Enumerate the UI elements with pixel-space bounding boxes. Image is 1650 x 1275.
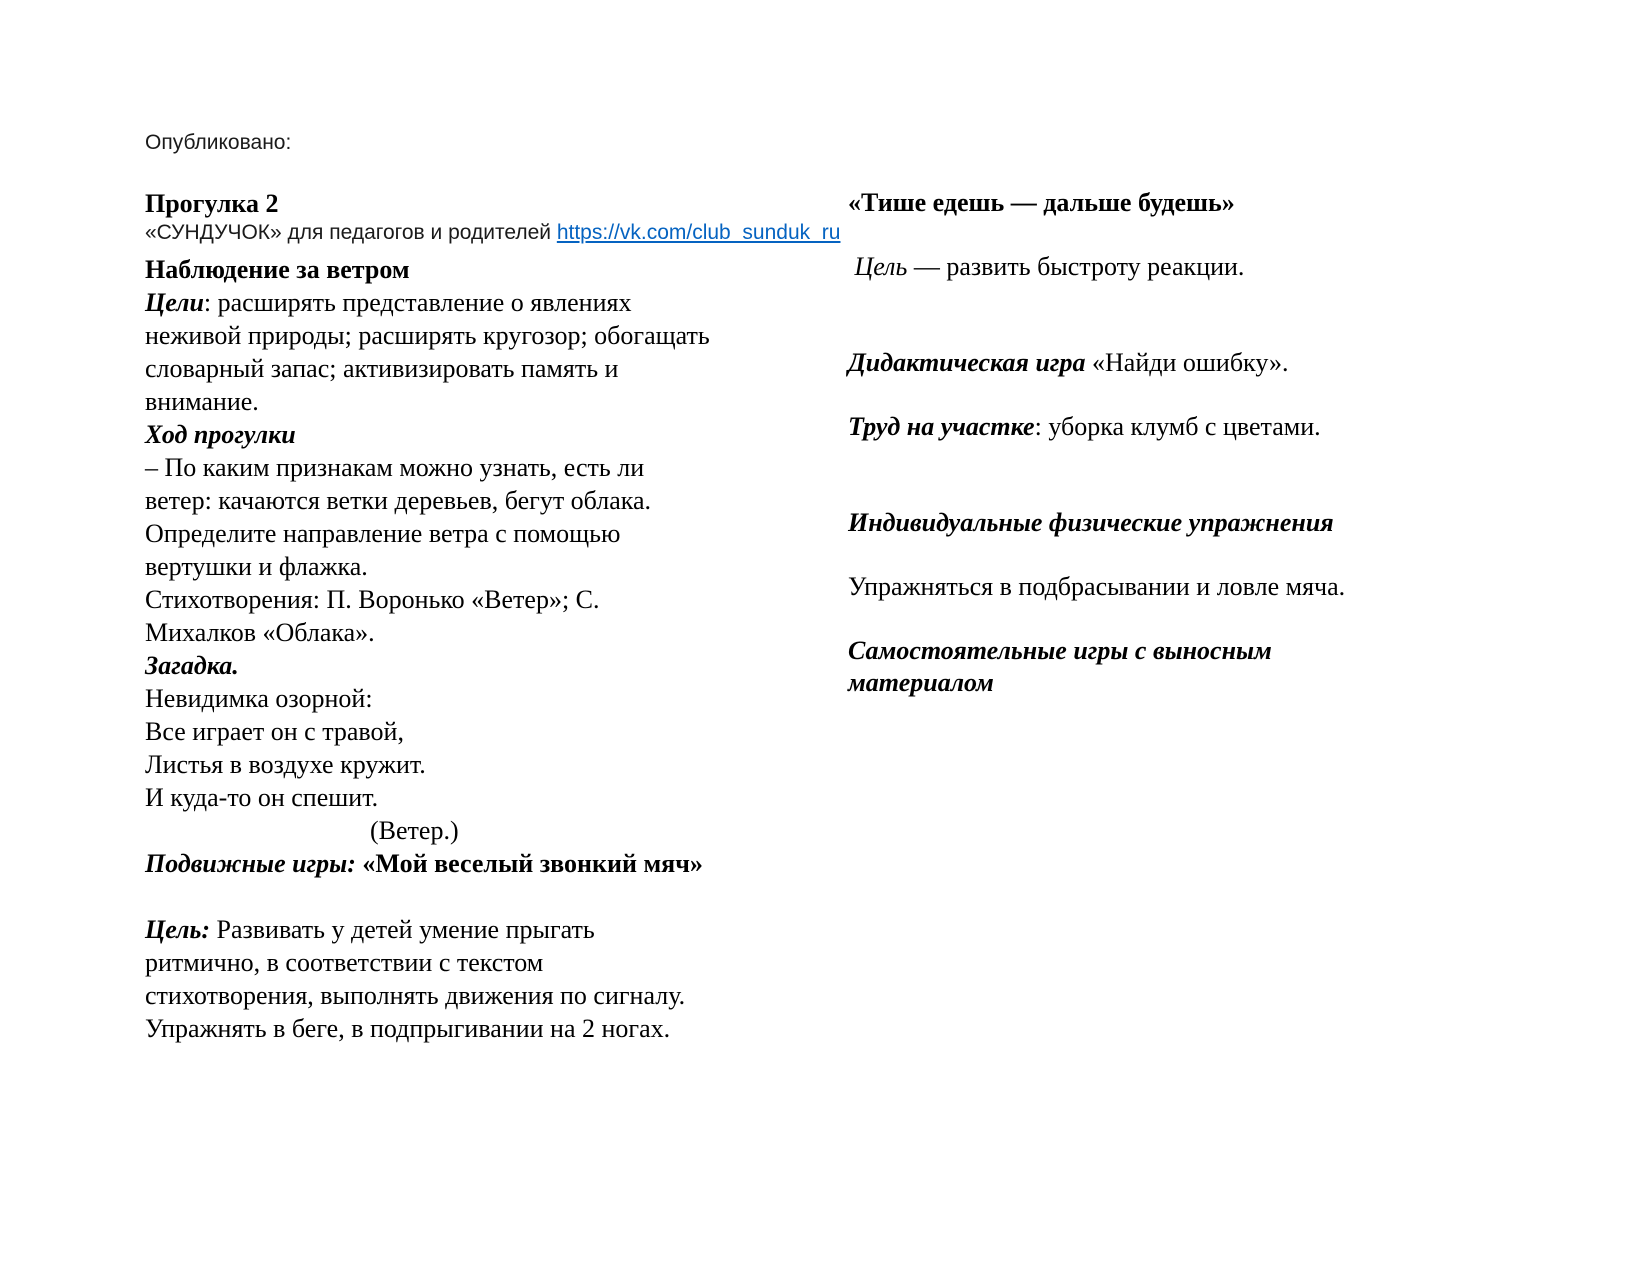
text-segment: Цели (145, 288, 204, 317)
text-segment: Определите направление ветра с помощью (145, 519, 621, 548)
text-segment: «Мой веселый звонкий мяч» (355, 849, 703, 878)
text-segment: — развить быстроту реакции. (907, 252, 1245, 281)
text-line (145, 517, 800, 550)
text-segment: Дидактическая игра (848, 348, 1086, 377)
text-line (145, 319, 800, 352)
text-line (145, 484, 800, 517)
text-line (145, 814, 800, 847)
text-line (145, 715, 800, 748)
text-line (145, 352, 800, 385)
text-line (145, 451, 800, 484)
text-segment: Михалков «Облака». (145, 618, 375, 647)
text-segment: вертушки и флажка. (145, 552, 368, 581)
text-segment: Упражняться в подбрасывании и ловле мяча. (848, 572, 1346, 601)
text-line (145, 946, 800, 979)
text-segment: Ход прогулки (145, 420, 296, 449)
text-line (848, 571, 1458, 603)
text-segment: – По каким признакам можно узнать, есть ли (145, 453, 645, 482)
text-segment: Стихотворения: П. Воронько «Ветер»; С. (145, 585, 600, 614)
text-line (145, 550, 800, 583)
text-segment: Цель: (145, 915, 210, 944)
text-segment: материалом (848, 668, 994, 697)
text-line (848, 507, 1458, 539)
text-line (145, 979, 800, 1012)
text-segment: Все играет он с травой, (145, 717, 404, 746)
right-column (848, 187, 1458, 699)
text-line (848, 347, 1458, 379)
text-segment: Невидимка озорной: (145, 684, 373, 713)
text-line (145, 616, 800, 649)
text-segment: Упражнять в беге, в подпрыгивании на 2 ногах. (145, 1014, 671, 1043)
text-segment: Самостоятельные игры с выносным (848, 636, 1272, 665)
text-line (848, 187, 1458, 219)
text-line (848, 251, 1458, 283)
text-line (145, 1012, 800, 1045)
text-segment: Подвижные игры: (145, 849, 356, 878)
text-line (145, 748, 800, 781)
text-segment: словарный запас; активизировать память и (145, 354, 619, 383)
text-segment: ритмично, в соответствии с текстом (145, 948, 544, 977)
text-segment: Листья в воздухе кружит. (145, 750, 426, 779)
vk-link[interactable]: https://vk.com/club_sunduk_ru (556, 221, 841, 244)
text-line (145, 253, 800, 286)
text-line (145, 385, 800, 418)
text-segment: «Тише едешь — дальше будешь» (848, 188, 1235, 217)
text-line (848, 635, 1458, 667)
text-line (848, 411, 1458, 443)
text-segment: : уборка клумб с цветами. (1034, 412, 1321, 441)
source-label: «СУНДУЧОК» для педагогов и родителей (145, 221, 557, 244)
text-segment: Наблюдение за ветром (145, 255, 410, 284)
text-line (145, 682, 800, 715)
text-segment: стихотворения, выполнять движения по сигналу. (145, 981, 686, 1010)
text-line (145, 418, 800, 451)
text-segment: Цель (848, 252, 908, 281)
text-line (145, 583, 800, 616)
text-line (145, 286, 800, 319)
published-label: Опубликовано: (145, 131, 292, 154)
text-line (848, 667, 1458, 699)
text-segment: «Найди ошибку». (1085, 348, 1289, 377)
text-line (145, 847, 800, 880)
text-segment: И куда-то он спешит. (145, 783, 379, 812)
text-segment: Загадка. (145, 651, 239, 680)
text-segment: Индивидуальные физические упражнения (848, 508, 1334, 537)
text-segment: Развивать у детей умение прыгать (210, 915, 595, 944)
text-line (145, 649, 800, 682)
text-segment: : расширять представление о явлениях (203, 288, 632, 317)
text-segment: внимание. (145, 387, 259, 416)
text-segment: (Ветер.) (370, 816, 459, 845)
text-line (145, 187, 800, 220)
text-segment: неживой природы; расширять кругозор; обогащать (145, 321, 710, 350)
text-segment: Прогулка 2 (145, 189, 279, 218)
text-segment: ветер: качаются ветки деревьев, бегут облака. (145, 486, 652, 515)
text-line (145, 913, 800, 946)
left-column (145, 187, 800, 1045)
text-segment: Труд на участке (848, 412, 1035, 441)
text-line (145, 781, 800, 814)
